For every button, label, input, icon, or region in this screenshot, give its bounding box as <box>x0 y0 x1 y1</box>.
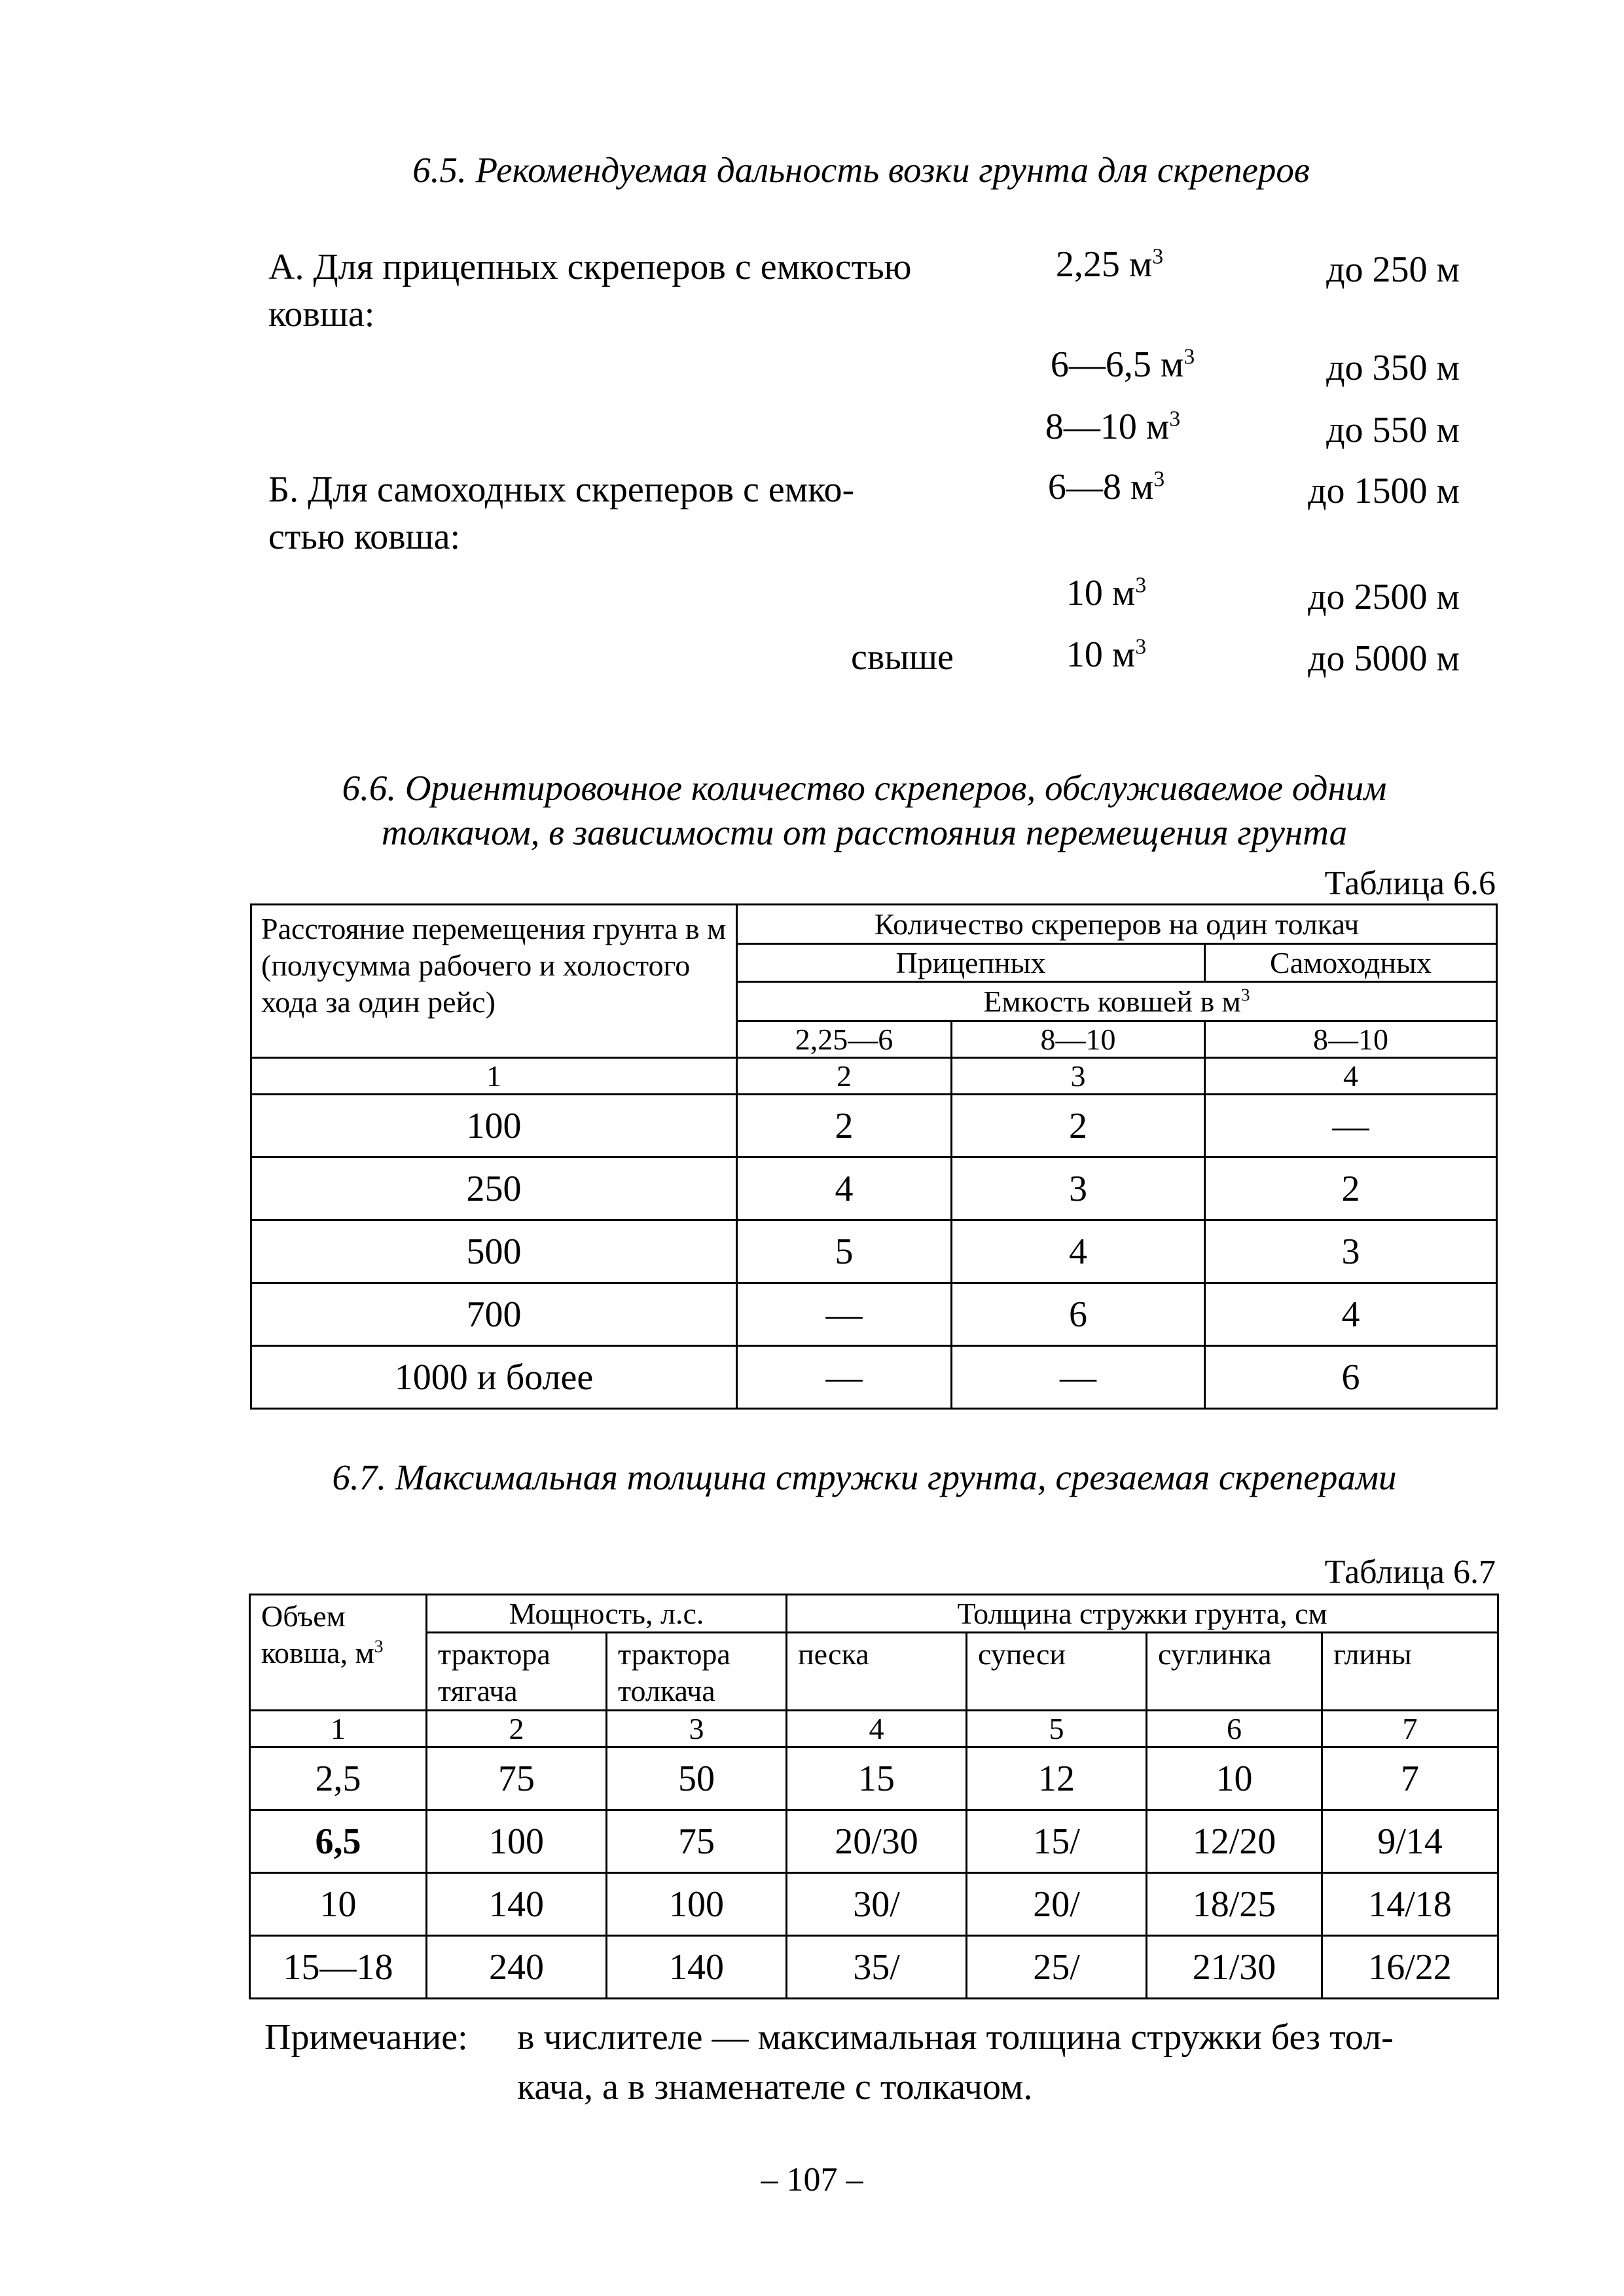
column-number: 3 <box>952 1058 1205 1095</box>
table-cell: 30/ <box>787 1873 967 1936</box>
table-cell: 140 <box>427 1873 607 1936</box>
table-cell: 2 <box>1205 1157 1497 1220</box>
header-count: Количество скреперов на один толкач <box>737 905 1497 944</box>
section-6-7-title: 6.7. Максимальная толщина стружки грунта, срезаемая скреперами <box>332 1457 1397 1497</box>
section-6-5-a-line1: А. Для прицепных скреперов с емкостью <box>268 247 912 287</box>
column-number: 2 <box>737 1058 952 1095</box>
column-number: 4 <box>787 1711 967 1747</box>
distance-value: до 5000 м <box>1308 638 1460 679</box>
table-row <box>250 1810 1498 1873</box>
table-cell: 75 <box>427 1747 607 1810</box>
capacity-value: 10 $м^3$ <box>1066 634 1147 675</box>
table-cell: 10 <box>250 1873 427 1936</box>
table-cell: 7 <box>1322 1747 1498 1810</box>
table-6-6-caption: Таблица 6.6 <box>1324 865 1496 902</box>
column-number: 1 <box>251 1058 737 1095</box>
table-row <box>250 1936 1498 1999</box>
table-cell: 25/ <box>967 1936 1147 1999</box>
table-cell: 6 <box>952 1283 1205 1346</box>
capacity-value: 2,25 $м^3$ <box>1055 244 1164 285</box>
table-cell: 15/ <box>967 1810 1147 1873</box>
table-row <box>251 1095 1497 1157</box>
column-number: 2 <box>427 1711 607 1747</box>
distance-value: до 2500 м <box>1308 577 1460 617</box>
note-label: Примечание: <box>264 2017 468 2058</box>
column-number: 6 <box>1147 1711 1322 1747</box>
table-cell: 100 <box>607 1873 787 1936</box>
header-tractor-tow: трактора тягача <box>427 1633 607 1711</box>
header-cap-1: 2,25—6 <box>737 1021 952 1058</box>
section-6-6-title-line2: толкачом, в зависимости от расстояния перемещения грунта <box>381 812 1348 852</box>
table-cell: 10 <box>1147 1747 1322 1810</box>
table-cell: 16/22 <box>1322 1936 1498 1999</box>
distance-value: до 350 м <box>1326 348 1460 388</box>
column-number: 1 <box>250 1711 427 1747</box>
table-row <box>250 1873 1498 1936</box>
table-cell: 21/30 <box>1147 1936 1322 1999</box>
table-cell: — <box>737 1346 952 1409</box>
header-cap-2: 8—10 <box>952 1021 1205 1058</box>
table-cell: 100 <box>251 1095 737 1157</box>
table-cell: 140 <box>607 1936 787 1999</box>
table-cell: 250 <box>251 1157 737 1220</box>
distance-value: до 550 м <box>1326 410 1460 450</box>
table-cell: 240 <box>427 1936 607 1999</box>
table-cell: 6 <box>1205 1346 1497 1409</box>
table-row <box>251 1283 1497 1346</box>
table-cell: 2,5 <box>250 1747 427 1810</box>
table-cell: 35/ <box>787 1936 967 1999</box>
table-cell: 2 <box>952 1095 1205 1157</box>
capacity-value: 8—10 $м^3$ <box>1045 407 1181 447</box>
header-distance: Расстояние перемещения грунта в м (полусумма рабочего и холостого хода за один рейс) <box>251 905 737 1058</box>
header-cap-3: 8—10 <box>1205 1021 1497 1058</box>
table-cell: 15 <box>787 1747 967 1810</box>
header-tractor-push: трактора толкача <box>607 1633 787 1711</box>
table-cell: 1000 и более <box>251 1346 737 1409</box>
column-number: 3 <box>607 1711 787 1747</box>
distance-value: до 1500 м <box>1308 471 1460 511</box>
capacity-value: 6—8 $м^3$ <box>1047 467 1165 507</box>
section-6-6-title: 6.6. Ориентировочное количество скреперов, обслуживаемое одним <box>342 768 1387 808</box>
table-cell: 75 <box>607 1810 787 1873</box>
table-row <box>250 1747 1498 1810</box>
table-cell: 4 <box>1205 1283 1497 1346</box>
table-cell: 12 <box>967 1747 1147 1810</box>
table-cell: 5 <box>737 1220 952 1283</box>
header-volume: Объем ковша, $м^3$ <box>250 1595 427 1711</box>
table-row <box>251 1220 1497 1283</box>
table-cell: 50 <box>607 1747 787 1810</box>
table-cell: 15—18 <box>250 1936 427 1999</box>
note-line2: кача, а в знаменателе с толкачом. <box>517 2067 1033 2107</box>
capacity-value: 6—6,5 $м^3$ <box>1050 344 1195 385</box>
section-6-5-title: 6.5. Рекомендуемая дальность возки грунта для скреперов <box>412 150 1310 190</box>
table-cell: 500 <box>251 1220 737 1283</box>
section-6-5-b-line2: стью ковша: <box>268 517 461 557</box>
header-towed: Прицепных <box>737 944 1205 982</box>
table-cell: 6,5 <box>250 1810 427 1873</box>
table-cell: — <box>737 1283 952 1346</box>
column-number: 7 <box>1322 1711 1498 1747</box>
table-cell: 700 <box>251 1283 737 1346</box>
table-cell: — <box>1205 1095 1497 1157</box>
column-number: 4 <box>1205 1058 1497 1095</box>
table-cell: 4 <box>737 1157 952 1220</box>
table-row <box>251 1157 1497 1220</box>
table-cell: 14/18 <box>1322 1873 1498 1936</box>
table-cell: 100 <box>427 1810 607 1873</box>
note-line1: в числителе — максимальная толщина стружки без тол- <box>517 2017 1394 2058</box>
table-6-6 <box>250 903 1498 1410</box>
section-6-5-a-line2: ковша: <box>268 294 375 335</box>
table-cell: 20/30 <box>787 1810 967 1873</box>
table-cell: 3 <box>1205 1220 1497 1283</box>
table-cell: 12/20 <box>1147 1810 1322 1873</box>
table-6-7-caption: Таблица 6.7 <box>1324 1554 1496 1591</box>
column-number: 5 <box>967 1711 1147 1747</box>
table-cell: 3 <box>952 1157 1205 1220</box>
above-label: свыше <box>851 637 954 678</box>
header-thickness: Толщина стружки грунта, см <box>787 1595 1498 1633</box>
table-cell: 9/14 <box>1322 1810 1498 1873</box>
header-capacity: Емкость ковшей в $м^3$ <box>737 982 1497 1021</box>
table-cell: — <box>952 1346 1205 1409</box>
table-cell: 18/25 <box>1147 1873 1322 1936</box>
header-clay: глины <box>1322 1633 1498 1711</box>
header-sandy-loam: супеси <box>967 1633 1147 1711</box>
header-power: Мощность, л.с. <box>427 1595 787 1633</box>
header-sand: песка <box>787 1633 967 1711</box>
table-6-7 <box>249 1594 1499 1999</box>
capacity-value: 10 $м^3$ <box>1066 573 1147 613</box>
table-cell: 20/ <box>967 1873 1147 1936</box>
table-cell: 2 <box>737 1095 952 1157</box>
page-number: – 107 – <box>761 2161 863 2198</box>
section-6-5-b-line1: Б. Для самоходных скреперов с емко- <box>268 469 855 510</box>
table-row <box>251 1346 1497 1409</box>
header-loam: суглинка <box>1147 1633 1322 1711</box>
distance-value: до 250 м <box>1326 249 1460 290</box>
table-cell: 4 <box>952 1220 1205 1283</box>
header-self-propelled: Самоходных <box>1205 944 1497 982</box>
